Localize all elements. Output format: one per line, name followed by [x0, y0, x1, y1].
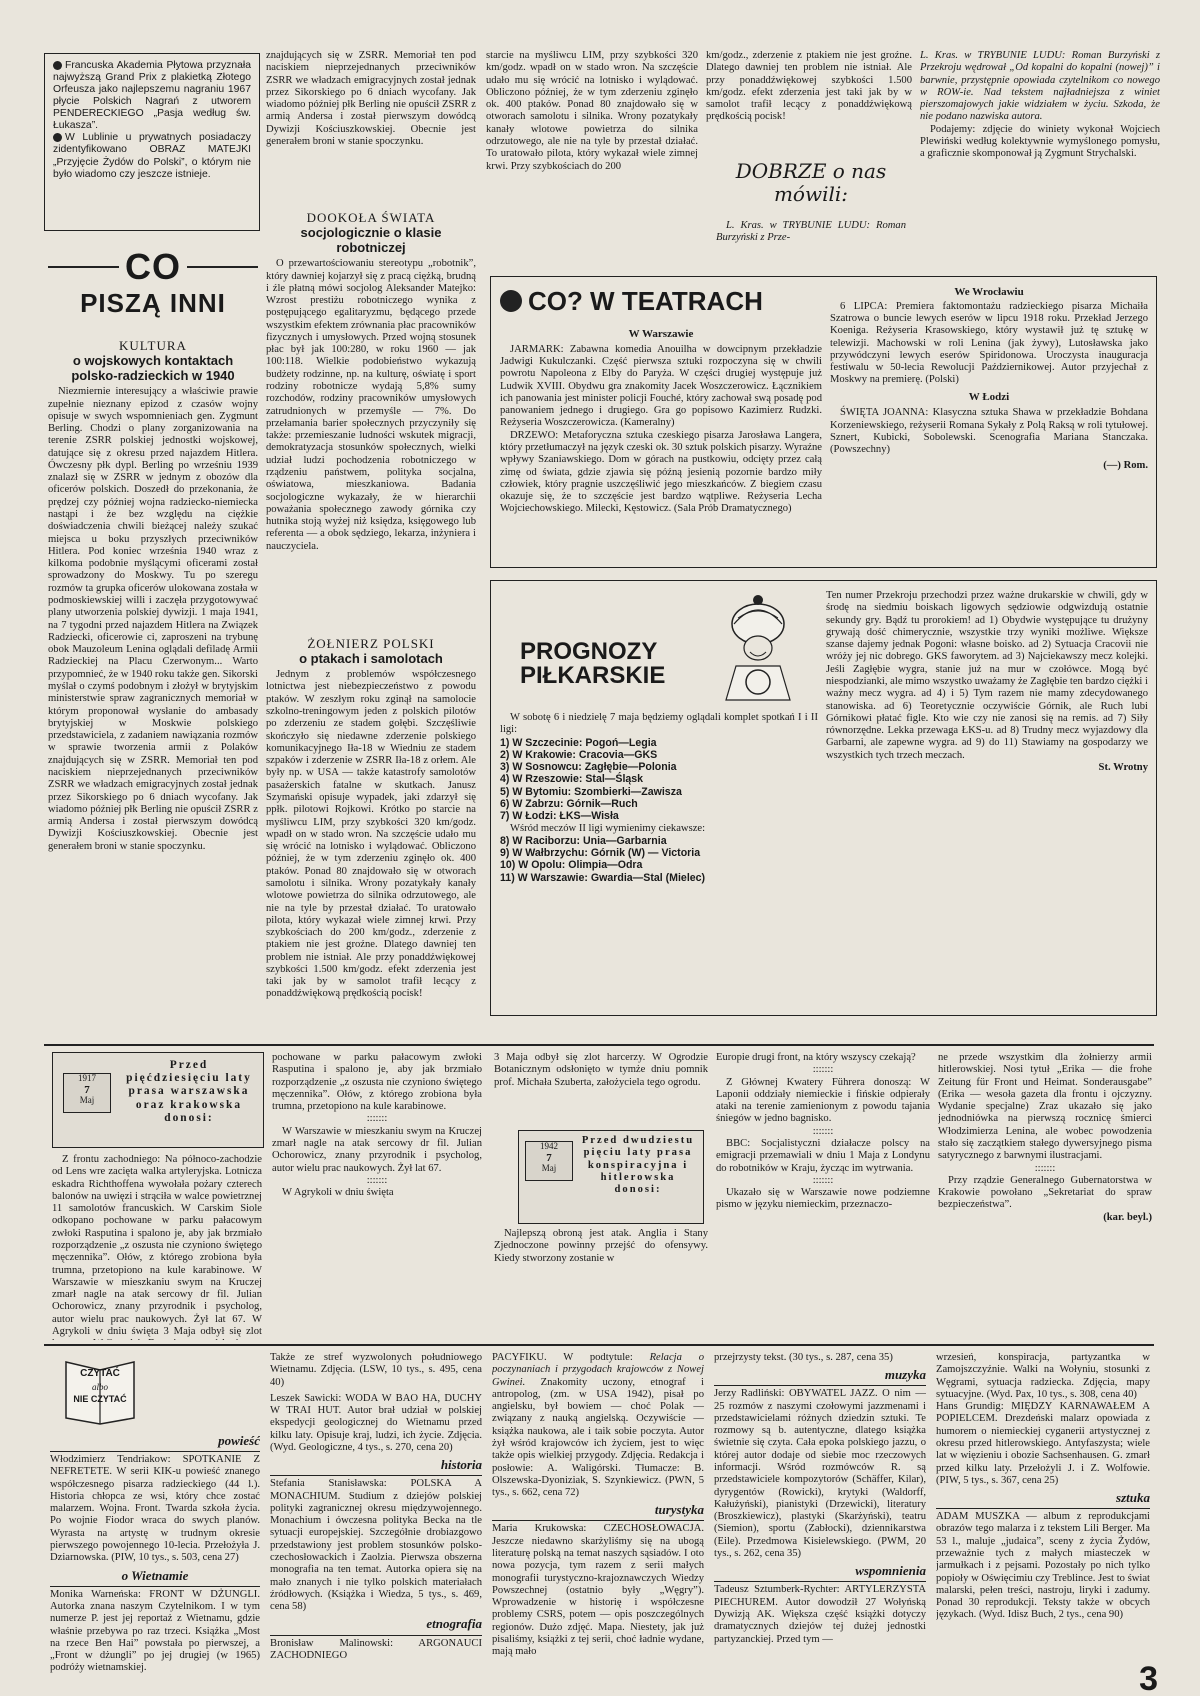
dookola-text: O przewartościowaniu stereotypu „robotnik”, który dawniej kojarzył się z pracą ciężką, brudną i źle płatną mówi socjolog Aleksander Matejko: Wzrost prestiżu robotniczego wynika z postępującego egalitaryzmu, będącego przede wszystkim efektem zrównania płac pracowników fizycznych i umysłowych. Przed wojną stosunek płac był jak 100:280, w roku 1960 — jak 100:118. Wielkie podobieństwo wykazują budżety rodzinne, np. na kulturę, oświatę i sport rodziny robotnicze wydają 5,8% sumy rozchodów, rodziny pracowników umysłowych zatrudnionych w przemyśle — 7%. Do przełamania barier społecznych przyczyniły się także: przemieszanie ludności wskutek migracji, demokratyzacja stosunków społecznych, wielki udział ludzi pochodzenia robotniczego w rządzeniu państwem, polityka socjalna, oświatowa, mieszkaniowa. Badania socjologiczne wykazały, że w hierarchii poważania społecznego zawody górnika czy hutnika stoją wyżej niż księdza, księgowego lub referenta — a obok sędziego, lekarza, inżyniera i nauczyciela.: [266, 258, 476, 552]
przed25-col2: [716, 1052, 930, 1340]
prognozy-text: Ten numer Przekroju przechodzi przez ważne drukarskie w chwili, gdy w środę na siedmiu boiskach ligowych sędziowie odgwizdują ostatnie sekundy gry. Bądź tu prorokiem! ad 1) Obydwie występujące tu drużyny grywają dość chimerycznie, wszystkie trzy wyniki możliwe. Większe szanse dajemy jednak Pogoni: własne boisko. ad 2) Sytuacja Cracovii nie wróży jej nic dobrego. GKS faworytem. ad 3) Najciekawszy mecz kolejki. Jeśli Zagłębie wygra, stanie już na mur w czołówce. Mogą być niespodzianki, ale mimo wszystko uważamy że Zagłębie ten bardzo ciężki i ważny mecz wygra. ad 4) i 5) Tym razem nie mamy zdecydowanego stanowiska. ad 6) Teoretycznie oczywiście Górnik, ale Ruch lubi Górnikowi płatać figle. Kto wie czy nie zanosi się na remis. ad 7) Siły równorzędne. Lekka przewaga ŁKS-u. ad 8) Trudny mecz wyjazdowy dla Garbarni, ale zapewne wygra. ad 9) do 11) Stawiamy na gospodarzy we wszystkich tych trzech meczach.: [826, 590, 1148, 761]
dobrze-o-nas-title: [716, 160, 906, 216]
prognozy-mid: Wśród meczów II ligi wymienimy ciekawsze:: [510, 822, 706, 834]
book-sztumberk-start: Tadeusz Sztumberk-Rychter: ARTYLERZYSTA PIECHUREM. Autor dowodził 27 Wołyńską Dywizją AK. Większa część książki dotyczy dramatycznych dziejów tej dużej jednostki partyzanckiej. Przed tym —: [714, 1584, 926, 1645]
calendar-icon-1942: [525, 1141, 573, 1181]
kultura-cont-text: znajdujących się w ZSRR. Memoriał ten pod naciskiem nieprzejednanych przeciwników ZSRR we władzach emigracyjnych został jednak przez Sikorskiego po 6 dniach wycofany. Jak wiadomo później płk Berling nie opuścił ZSRR z armią Andersa i został pierwszym dowódcą Dywizji Kościuszkowskiej. Obecnie jest generałem broni w stanie spoczynku.: [266, 50, 476, 147]
czytac-logo-3: NIE CZYTAĆ: [73, 1394, 127, 1404]
match-10: 10) W Opolu: Olimpia—Odra: [500, 859, 643, 872]
book-krukowska-cont: przejrzysty tekst. (30 tys., s. 287, cena 35): [714, 1352, 893, 1363]
cal-day: 7: [546, 1151, 552, 1164]
czytac-logo-1: CZYTAĆ: [80, 1368, 120, 1379]
match-1: 1) W Szczecinie: Pogoń—Legia: [500, 736, 657, 749]
dobrze-title-line2: mówili:: [773, 182, 849, 207]
cal-month: Maj: [541, 1162, 557, 1173]
prognozy-sign: St. Wrotny: [1098, 761, 1148, 773]
section-powiesc: powieść: [218, 1433, 260, 1448]
match-7: 7) W Łodzi: ŁKS—Wisła: [500, 810, 619, 823]
przed25-col1-text: Najlepszą obroną jest atak. Anglia i Stany Zjednoczone powinny przejść do ofensywy. Kiedy stworzony zostanie w: [494, 1228, 708, 1264]
przed25-gg: Przy rządzie Generalnego Gubernatorstwa w Krakowie powołano „Sekretariat do spraw bezpieczeństwa”.: [938, 1174, 1152, 1211]
article-dookola-swiata: [266, 210, 476, 628]
section-wietnam: o Wietnamie: [121, 1567, 189, 1583]
book-sztumberk-cont: wrzesień, konspiracja, partyzantka w Zamojszczyźnie. Walki na Wołyniu, stosunki z Węgrami, sytuacja radziecka. Zdjęcia, mapy sytuacyjne. (Wyd. Pax, 10 tys., s. 308, cena 40): [936, 1352, 1150, 1400]
separator-marks: :::::::: [812, 1174, 834, 1186]
teatry-heading: CO? W TEATRACH: [527, 286, 763, 316]
cal-year: 1942: [540, 1141, 558, 1151]
article-zolnierz-polski: [266, 636, 476, 1040]
news-item-orfeusz: Francuska Akademia Płytowa przyznała najwyższą Grand Prix z plakietką Złotego Orfeusza jako najlepszemu nagraniu 1967 płycie Polskich Nagrań z utworem PENDERECKIEGO „Pasja według św. Łukasza”.: [53, 60, 251, 132]
book-stanislawska: Stefania Stanisławska: POLSKA A MONACHIUM. Studium z dziejów polskiej polityki zagranicznej okresu międzywojennego. Monachium i ówczesna polityka Becka na tle sytuacji europejskiej. Szczegółnie drobiazgowo przedstawiony jest problem stosunków polsko-czechosłowackich i Zaolzia. Pierwsza obszerna monografia na ten temat. Autorka opiera się na mało znanych i nie tylko polskich materiałach źródłowych. (Książka i Wiedza, 5 tys., s. 469, cena 58): [270, 1478, 482, 1613]
kultura-subheading: o wojskowych kontaktach polsko-radzieckich w 1940: [71, 353, 235, 384]
match-6: 6) W Zabrzu: Górnik—Ruch: [500, 797, 638, 810]
przed25-bbc: BBC: Socjalistyczni działacze polscy na emigracji przemawiali w dniu 1 Maja z Londynu do robotników w Kraju, życząc im wytrwania.: [716, 1137, 930, 1174]
teatry-joanna: ŚWIĘTA JOANNA: Klasyczna sztuka Shawa w przekładzie Bohdana Korzeniewskiego, reżyserii Romana Sykały z Polą Raksą w roli tytułowej. Sznert, Kubicki, Sobolewski. Scenografia Mariana Stanczaka. (Powszechny): [830, 407, 1148, 456]
bullet-icon: [53, 61, 62, 70]
match-5: 5) W Bytomiu: Szombierki—Zawisza: [500, 785, 682, 798]
calendar-icon-1917: [63, 1073, 111, 1113]
section-historia: historia: [440, 1457, 482, 1473]
przed50-col2: [272, 1052, 482, 1340]
przed-25-heading-box: [518, 1130, 704, 1224]
przed25-col2-text: Europie drugi front, na który wszyscy czekają?: [716, 1052, 916, 1063]
book-warnenska-start: Monika Warneńska: FRONT W DŻUNGLI. Autorka znana naszym Czytelnikom. I w tym numerze P. jest jej reportaż z Wietnamu, gdzie właśnie przebywa po raz trzeci. Książka „Most na rzece Ben Hai” powstała po pierwszej, a „Front w dżungli” po jej drugiej (w 1965) podróży wietnamskiej.: [50, 1588, 260, 1674]
prognozy-col2: [826, 590, 1148, 1008]
przed25-col3: [938, 1052, 1152, 1340]
divider-rule: [44, 1344, 1154, 1346]
books-col2: [270, 1352, 482, 1692]
dobrze-reply: Podajemy: zdjęcie do winiety wykonał Wojciech Plewiński według kolektywnie wymyślonego pomysłu, a graficznie skomponował ją Zygmunt Strychalski.: [920, 123, 1160, 160]
przed25-text-col: [494, 1228, 708, 1340]
divider-rule: [44, 1044, 1154, 1046]
prognozy-matches-2: [500, 835, 818, 884]
section-title-bottom: PISZĄ INNI: [80, 287, 226, 318]
section-title-top: CO: [125, 246, 181, 287]
zolnierz-heading: ŻOŁNIERZ POLSKI: [307, 636, 435, 651]
teatry-jarmark: JARMARK: Zabawna komedia Anouilha w dowcipnym przekładzie Jadwigi Kukulczanki. Część pierwsza sztuki rozpoczyna się w chwili powrotu Napoleona z Elby do Paryża. W części drugiej występuje już Ludwik XVIII. Obydwu gra znakomity Jacek Woszczerowicz. Łącznikiem ich panowania jest minister policji Fouché, który zachował swą posadę pod panowaniem jednego i drugiego. Gra go popisowo Kazimierz Rudzki. Reżyseria Woszczerowicza. (Kameralny): [500, 343, 822, 429]
kultura-heading: KULTURA: [119, 338, 187, 353]
dobrze-text: L. Kras. w TRYBUNIE LUDU: Roman Burzyński z Przekroju wędrował „Od kopalni do kopalni (nowej)” i barwnie, przystępnie opowiada czytelnikom co nowego w ROW-ie. Nad tekstem najładniejsza z winiet pierszomajowych jakie widziałem w życiu. Szkoda, że nie podano nazwiska autora.: [920, 50, 1160, 123]
book-malinowski-start: Bronisław Malinowski: ARGONAUCI ZACHODNIEGO: [270, 1637, 482, 1661]
teatry-lipca: 6 LIPCA: Premiera faktomontażu radzieckiego pisarza Michaiła Szatrowa o buncie lewych eserów w lipcu 1918 roku. Przekład Jerzego Koeniga. Reżyseria Krasowskiego, który wystawił już tę sztukę w telewizji. Machowski w roli Lenina (jak żywy), Lutosławska jako przywódczyni lewych eserów Spiridonowa. Uroczysta inauguracja festiwalu w 50-lecia Rewolucji Październikowej. Autor przyjechał z Moskwy na premierę. (Polski): [830, 300, 1148, 386]
prognozy-col1: [500, 712, 818, 1008]
kultura-text: Niezmiernie interesujący a właściwie prawie zupełnie nieznany epizod z czasów wojny opisuje w swych wspomnieniach gen. Zygmunt Berling. Chodzi o plany zorganizowania na terenie ZSRR polskiej jednostki wojskowej, datujące się z okresu przed najazdem Hitlera. Ówczesny płk dypl. Berling po wrześniu 1939 znalazł się w ZSRR w jednym z obozów dla oficerów polskich. Doszedł do przekonania, że prędzej czy później wojna radziecko-niemiecka nastąpi i że bez względu na ciężkie doświadczenia chwili bieżącej należy szukać miejsca u boku przyszłych przeciwników Hitlera. Pod koniec września 1940 wraz z kilkoma podobnie myślącymi oficerami został sprowadzony do Moskwy. Tu po szeregu rozmów ta grupka oficerów ulokowana została w podmoskiewskiej willi i zaczęła przygotowywać plany utworzenia polskiej dywizji. 1 maja 1941, na 7 tygodni przed najazdem Hitlera na Związek Radziecki, oficerowie ci, zaproszeni na trybunę obok Mauzoleum Lenina oglądali defiladę Armii Radzieckiej na Placu Czerwonym... Warto przypomnieć, że w 1940 roku także gen. Sikorski myślał o czymś podobnym i złożył w brytyjskim ministerstwie spraw zagranicznych memoriał w którym proponował wysłanie do ambasady brytyjskiej w Moskwie polskiego przedstawiciela, z zadaniem nawiązania rozmów w sprawie tworzenia armii z Polaków znajdujących się w ZSRR. Memoriał ten pod naciskiem nieprzejednanych przeciwników ZSRR we władzach emigracyjnych został jednak przez Sikorskiego po 6 dniach wycofany. Jak wiadomo później płk Berling nie opuścił ZSRR z armią Andersa i został pierwszym dowódcą Dywizji Kościuszkowskiej. Obecnie jest generałem broni w stanie spoczynku.: [48, 386, 258, 852]
zolnierz-cont-text: starcie na myśliwcu LIM, przy szybkości 320 km/godz. wpadł on w stado wron. Na szczęście udało mu się wrócić na lotnisko i wylądować. Obliczono później, że w tym zderzeniu zginęło ok. 400 ptaków. Ponad 80 znajdowało się w otworach samolotu i silnika. Wrony pozatykały kanały wlotowe powietrza do silnika odrzutowego, ale nie na tyle by przestał działać. To uratowało pilota, który wykazał wiele zimnej krwi. Przy szybkościach do 200: [486, 50, 698, 172]
przed50-text: Z frontu zachodniego: Na północo-zachodzie od Lens wre zacięta walka artyleryjska. Lotnicza eskadra Richthoffena wywołała pożary czterech balonów na uwięzi i strąciła w walce powietrznej 11 samolotów francuskich. W Carskim Siole odkopano pochowane w parku pałacowym zwłoki Rasputina i spalono je, aby jak brzmiało rozporządzenie „z oszusta nie czyniono świętego męczennika”. Ołów, z którego zrobiona była trumna, przetopiono na kule karabinowe. W Warszawie w mieszkaniu swym na Kruczej zmarł nagle na atak sercowy dr fil. Julian Ochorowicz, znany przyrodnik i psycholog, autor wielu prac naukowych. Żył lat 67. W Agrykoli w dniu święta 3 Maja odbył się zlot: [52, 1154, 262, 1337]
zolnierz-continued-2: [706, 50, 912, 160]
books-col3: [492, 1352, 704, 1692]
zolnierz-subheading: o ptakach i samolotach: [299, 651, 443, 667]
match-8: 8) W Raciborzu: Unia—Garbarnia: [500, 834, 667, 847]
separator-marks: :::::::: [812, 1064, 834, 1076]
przed50-col2-text: pochowane w parku pałacowym zwłoki Rasputina i spalono je, aby jak brzmiało rozporządzenie „z oszusta nie czyniono świętego męczennika”. Ołów, z którego zrobiona była trumna, przetopiono na kule karabinowe.: [272, 1052, 482, 1113]
section-wspomnienia: wspomnienia: [855, 1563, 926, 1579]
teatry-wroclaw: We Wrocławiu: [954, 286, 1024, 298]
dobrze-lead: L. Kras. w TRYBUNIE LUDU: Roman Burzyński z Prze-: [716, 220, 906, 244]
top-left-news-box: [44, 53, 260, 231]
kultura-continued: [266, 50, 476, 206]
book-grundig: Hans Grundig: MIĘDZY KARNAWAŁEM A POPIELCEM. Drezdeński malarz opowiada z humorem o niemieckiej cyganerii artystycznej z okresu przed hitlerowskiego. Antyfaszysta; wiele lat w więzieniu i obozie Sachsenhausen. G. zmarł przed kilku laty. Przełożyli J. i Z. Wolfowie. (PIW, 5 tys., s. 367, cena 25): [936, 1401, 1150, 1486]
dookola-heading: DOOKOŁA ŚWIATA: [306, 210, 436, 225]
cal-day: 7: [84, 1083, 90, 1096]
match-4: 4) W Rzeszowie: Stal—Śląsk: [500, 773, 644, 786]
przed25-col3-text: ne przede wszystkim dla żołnierzy armii hitlerowskiej. Nosi tytuł „Erika — die frohe Zeitung für Front und Heimat. Sonderausgabe” (Erika — wesoła gazeta dla frontu i ojczyzny. Wydanie specjalne) Zraz ukazało się jako jednodniówka na pierwszą rocznicę śmierci Włodzimierza Lenina, ale wobec powodzenia stało się zaczątkiem stałego dywersyjnego pisma satyrycznego z barwnymi ilustracjami.: [938, 1052, 1152, 1162]
bullet-icon: [500, 290, 522, 312]
section-sztuka: sztuka: [1116, 1490, 1150, 1506]
prognozy-heading: [520, 640, 680, 696]
match-3: 3) W Sosnowcu: Zagłębie—Polonia: [500, 761, 677, 774]
page-number: 3: [1139, 1660, 1158, 1694]
section-etnografia: etnografia: [426, 1616, 482, 1632]
teatry-col2: [830, 284, 1148, 560]
przed25-pismo: Ukazało się w Warszawie nowe podziemne pismo w języku niemieckim, przeznaczo-: [716, 1187, 930, 1211]
book-sawicki: Leszek Sawicki: WODA W BAO HA, DUCHY W TRAI HUT. Autor brał udział w polskiej ekspedycji geologicznej do Wietnamu przed kilku laty. Opisuje kraj, ludzi, ich życie. Zdjęcia. (Wyd. Geologiczne, 4 tys., s. 270, cena 20): [270, 1392, 482, 1453]
book-malinowski-cont: PACYFIKU. W podtytule: Relacja o poczynaniach i przygodach krajowców z Nowej Gwinei. Znakomity uczony, etnograf i antropolog, (zm. w USA 1942), pisał po angielsku, był bowiem — choć Polak — związany z nauką angielską. Oczywiście — książka naukowa, ale i taik sobie poczyta. Autor żył wśród krajowców ich życiem, jest to więc także opis wielkiej przygody. Zdjęcia. Redakcja i posłowie: A. Waligórski. Tłumacze: B. Olszewska-Dyoniziak, S. Szynkiewicz. (PWN, 5 tys., s. 662, cena 72): [492, 1352, 704, 1499]
book-tendriakow: Włodzimierz Tendriakow: SPOTKANIE Z NEFRETETE. W serii KIK-u powieść znanego współczesnego pisarza radzieckiego (44 l.). Historia chłopca ze wsi, który chce zostać malarzem. Wojna. Front. Twarda szkoła życia. Po wojnie Fiodor wraca do swych planów. Wyrasta na artystę w trudnym okresie pierwszego powojennego 10-lecia. Przełożyła J. Dziarnowska. (PIW, 10 tys., s. 503, cena 27): [50, 1454, 260, 1564]
prognozy-intro: W sobotę 6 i niedzielę 7 maja będziemy oglądali komplet spotkań I i II ligi:: [500, 712, 818, 736]
teatry-warszawa: W Warszawie: [628, 328, 694, 340]
books-col1: [50, 1430, 260, 1692]
przed50-heading: Przed pięćdziesięciu laty prasa warszawska oraz krakowska donosi:: [126, 1059, 252, 1124]
teatry-col1: [500, 328, 822, 560]
zolnierz-text: Jednym z problemów współczesnego lotnictwa jest niebezpieczeństwo z powodu ptaków. W zeszłym roku zginął na samolocie szkolno-treningowym jeden z polskich pilotów po zderzeniu ze stadem gołębi. Szczęśliwie skończyło się niedawne zderzenie polskiego komunikacyjnego Iła-18 w Wiedniu ze stadem szpaków i zderzenie w ZSRR Iła-18 z orłem. Ale były np. w USA — także katastrofy samolotów pasażerskich fatalne w skutkach. Janusz Szymański opisuje wypadek, jaki zdarzył się ppłk. pilotowi Rojkowi. Krótko po starcie na myśliwcu LIM, przy szybkości 320 km/godz. wpadł on w stado wron. Na szczęście udało mu się wrócić na lotnisko i wylądować. Obliczono później, że w tym zderzeniu zginęło ok. 400 ptaków. Ponad 80 znajdowało się w otworach samolotu i silnika. Wrony pozatykały kanały wlotowe powietrza do silnika odrzutowego, ale nie na tyle by przestał działać. To uratowało pilota, który wykazał wiele zimnej krwi. Przy szybkościach do 200 km/godz., zderzenie z ptakiem nie jest groźne. Dlatego dawniej ten problem nie istniał. Ale przy ponaddźwiękowej szybkości 1.500 km/godz. efekt zderzenia jest taki jak by w samolot trafił lecący z ponaddźwiękową prędkością pocisk!: [266, 669, 476, 1000]
news-item-matejko: W Lublinie u prywatnych posiadaczy zidentyfikowano OBRAZ MATEJKI „Przyjęcie Żydów do Polski”, o którym nie było wiadomo czy jeszcze istnieje.: [53, 132, 251, 180]
separator-marks: :::::::: [366, 1174, 388, 1186]
separator-marks: :::::::: [812, 1125, 834, 1137]
books-col5: [936, 1352, 1150, 1670]
section-title-co-pisza-inni: [48, 246, 258, 318]
przed25-sign: (kar. beyl.): [1103, 1211, 1152, 1223]
separator-marks: :::::::: [366, 1113, 388, 1125]
dobrze-title-line1: DOBRZE o nas: [735, 160, 887, 183]
section-muzyka: muzyka: [884, 1367, 926, 1383]
fortune-teller-icon: [698, 590, 818, 702]
przed50-col2-text2: W Warszawie w mieszkaniu swym na Kruczej zmarł nagle na atak sercowy dr fil. Julian Ochorowicz, znany przyrodnik i psycholog, autor wielu prac naukowych. Żył lat 67.: [272, 1125, 482, 1174]
prognozy-heading-1: PROGNOZY: [520, 640, 658, 665]
section-turystyka: turystyka: [654, 1502, 704, 1518]
teatry-heading-wrap: [500, 286, 830, 322]
teatry-drzewo: DRZEWO: Metaforyczna sztuka czeskiego pisarza Jarosława Langera, który przetłumaczył na język czeski ok. 30 sztuk polskich pisarzy. Wyraźne wpływy Szaniawskiego. Dom w górach na pustkowiu, odcięty przez całą zimę od świata, gdzie zjawia się późną jesienią pozornie bardzo miły człowiek, który pragnie uszczęśliwić jego mieszkańców. Z biegiem czasu okazuje się, że to szczęście jest bardzo wątpliwe. Reżyseria Lecha Wojciechowskiego. Milecki, Kęstowicz. (Sala Prób Dramatycznego): [500, 429, 822, 515]
teatry-lodz: W Łodzi: [968, 390, 1010, 403]
bullet-icon: [53, 133, 62, 142]
cal-month: Maj: [79, 1094, 95, 1105]
books-col4: [714, 1352, 926, 1692]
przed-50-heading-box: [52, 1052, 264, 1148]
fortune-teller-illustration: [698, 590, 818, 702]
teatry-sign: (—) Rom.: [1103, 459, 1148, 471]
zolnierz-cont2-text: km/godz., zderzenie z ptakiem nie jest groźne. Dlatego dawniej ten problem nie istniał. Ale przy ponaddźwiękowej szybkości 1.500 km/godz. efekt zderzenia jest taki jak by w samolot trafił lecący z ponaddźwiękową prędkością pocisk!: [706, 50, 912, 123]
article-kultura: [48, 338, 258, 1036]
book-radlinski: Jerzy Radliński: OBYWATEL JAZZ. O nim — 25 rozmów z naszymi czołowymi jazzmenami i przedstawicielami różnych dziedzin sztuki. Te rozmowy są b. autentyczne, dlatego książka świetnie się czyta. Cała epoka polskiego jazzu, o której autor dodaje od siebie moc rzeczowych informacji. Wśród rozmówców R. są przedstawiciele kompozytorów (Schäffer, Kilar), dyrygentów (Rowicki), krytyki (Waldorff, Kałużyński), pianistyki (Drzewicki), literatury (Broszkiewicz), plastyki (Skarżyński), teatru (Siemion), sportu (Zabłocki), dziennikarstwa (Eile). Przedmowa Kisielewskiego. (PWM, 20 tys., s. 262, cena 35): [714, 1388, 926, 1560]
book-krukowska-start: Maria Krukowska: CZECHOSŁOWACJA. Jeszcze niedawno skarżyliśmy się na ubogą literaturę polską na temat naszych sąsiadów. I oto nowa pozycja, tym razem z serii małych monografii turystyczno-krajoznawczych Wiedzy Powszechnej (ostatnio były „Węgry”). Wprowadzenie w historię i współczesne problemy CSRS, potem — opis poszczególnych regionów. Dużo zdjęć. Mapa. Niestety, jak już pisaliśmy, książki z tej serii, choć ładnie wydane, mają mało: [492, 1523, 704, 1658]
prognozy-heading-2: PIŁKARSKIE: [520, 662, 666, 689]
zolnierz-continued: [486, 50, 698, 260]
match-9: 9) W Wałbrzychu: Górnik (W) — Victoria: [500, 847, 701, 860]
match-11: 11) W Warszawie: Gwardia—Stal (Mielec): [500, 871, 706, 884]
prognozy-matches: [500, 737, 818, 823]
book-warnenska-cont: Także ze stref wyzwolonych południowego Wietnamu. Zdjęcia. (LSW, 10 tys., s. 495, cena 40): [270, 1352, 482, 1388]
przed25-fuhrer: Z Głównej Kwatery Führera donoszą: W Laponii oddziały niemieckie i fińskie odpierały ataki na terenie zamienionym z powodu tajania śniegów w jedno bagnisko.: [716, 1076, 930, 1125]
przed25-heading: Przed dwudziestu pięciu laty prasa konspiracyjna i hitlerowska donosi:: [581, 1135, 695, 1196]
czytac-logo-2: albo: [91, 1382, 108, 1392]
dobrze-o-nas-col2: [920, 50, 1160, 270]
czytac-logo: [60, 1352, 140, 1426]
book-muszka: ADAM MUSZKA — album z reprodukcjami obrazów tego malarza i z tekstem Lili Berger. Ma 53 l., maluje „judaica”, sceny z życia Żydów, przeważnie tych z małych miasteczek w jarmułkach i z pejsami. Pozostały po nich tylko popioły w Oświęcimiu czy Treblince. Jest to świat malarski, pełen treści, nastroju, liryki i zadumy. Ponad 30 reprodukcji. Teksty także w obcych językach. (Wyd. Idisz Buch, 2 tys., cena 90): [936, 1511, 1150, 1621]
dobrze-o-nas-text: [716, 220, 906, 264]
przed50-col2-text3: W Agrykoli w dniu święta: [282, 1187, 394, 1199]
cal-year: 1917: [78, 1073, 96, 1083]
match-2: 2) W Krakowie: Cracovia—GKS: [500, 748, 658, 761]
dookola-subheading: socjologicznie o klasie robotniczej: [300, 225, 442, 256]
przed25-col1-top: 3 Maja odbył się zlot harcerzy. W Ogrodzie Botanicznym odsłonięto w tymże dniu pomnik prof. Michała Szuberta, założyciela tego ogrodu.: [494, 1052, 708, 1088]
przed50-text-col: [52, 1154, 262, 1340]
separator-marks: :::::::: [1034, 1162, 1056, 1174]
